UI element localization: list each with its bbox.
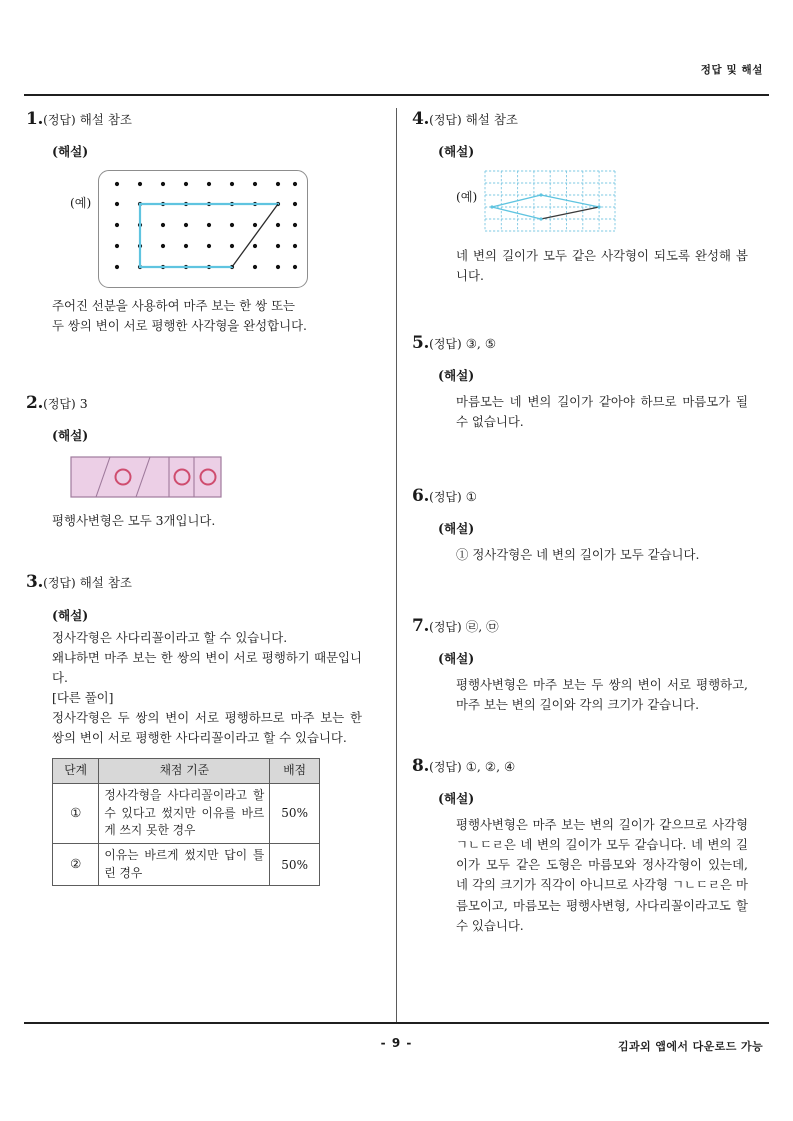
problem-2-heading — [26, 392, 378, 414]
scoring-table — [52, 758, 320, 886]
scoring-table-head — [53, 759, 320, 784]
scoring-row-1-criteria-text: 정사각형을 사다리꼴이라고 할 수 있다고 썼지만 이유를 바르게 쓰지 못한 경우 — [104, 787, 265, 838]
problem-4 — [412, 108, 764, 286]
problem-4-line-1: 네 변의 길이가 모두 같은 사각형이 되도록 완성해 봅니다. — [456, 248, 748, 284]
scoring-table-header-row — [53, 759, 320, 784]
problem-3-line-4: 정사각형은 두 쌍의 변이 서로 평행하므로 마주 보는 한 쌍의 변이 서로 평행한 사다리꼴이라고 할 수 있습니다. — [52, 709, 362, 746]
problem-4-solution-label: (해설) — [438, 144, 475, 160]
header-rule — [24, 94, 769, 96]
footer-rule — [24, 1022, 769, 1024]
problem-3-explanation — [52, 628, 362, 749]
problem-2-answer-label: (정답) — [43, 397, 76, 412]
scoring-row-1-score: 50% — [270, 783, 320, 843]
problem-6-explanation — [456, 545, 748, 565]
problem-3-line-2: 왜냐하면 마주 보는 한 쌍의 변이 서로 평행하기 때문입니다. — [52, 649, 362, 685]
spacer-6-7 — [412, 565, 764, 615]
table-row — [53, 783, 320, 843]
problem-4-heading — [412, 108, 764, 130]
problem-5-number: 5. — [412, 333, 430, 354]
problem-7-explanation — [456, 675, 748, 715]
scoring-row-1-step: ① — [53, 783, 99, 843]
problem-3-alt-label: [다른 풀이] — [52, 689, 114, 705]
geoboard-figure — [98, 170, 308, 288]
problem-1-example-label: (예) — [70, 196, 92, 211]
problem-2-explanation — [52, 511, 362, 531]
scoring-header-score: 배점 — [270, 759, 320, 784]
problem-1 — [26, 108, 378, 336]
problem-5-answer-label: (정답) — [429, 337, 462, 352]
problem-3-number: 3. — [26, 572, 44, 593]
problem-2 — [26, 392, 378, 531]
problem-6-line-1: ① 정사각형은 네 변의 길이가 모두 같습니다. — [456, 546, 700, 562]
scoring-row-1-criteria — [99, 783, 270, 843]
spacer-1-2 — [26, 336, 378, 392]
geoboard-drawn-segment — [232, 204, 278, 267]
scoring-header-step: 단계 — [53, 759, 99, 784]
problem-4-number: 4. — [412, 109, 430, 129]
problem-2-number: 2. — [26, 393, 44, 414]
table-row — [53, 843, 320, 885]
problem-5-line-1: 마름모는 네 변의 길이가 같아야 하므로 마름모가 될 수 없습니다. — [456, 394, 748, 430]
scoring-row-2-score: 50% — [270, 843, 320, 885]
left-column — [26, 108, 378, 886]
problem-8-heading — [412, 755, 764, 777]
column-divider — [396, 108, 397, 1023]
problem-4-answer-value: 해설 참조 — [465, 112, 518, 127]
problem-3-answer-label: (정답) — [43, 576, 76, 591]
problem-6-answer-label: (정답) — [429, 489, 462, 504]
problem-3-heading — [26, 571, 378, 593]
rhombus-drawn-side — [541, 207, 599, 219]
problem-7-solution-label: (해설) — [438, 650, 475, 666]
problem-2-answer-value: 3 — [79, 396, 88, 412]
problem-1-explanation — [52, 296, 362, 336]
problem-8-number: 8. — [412, 756, 430, 777]
problem-3-line-1: 정사각형은 사다리꼴이라고 할 수 있습니다. — [52, 629, 288, 645]
spacer-4-5 — [412, 286, 764, 332]
problem-5-answer-value: ③, ⑤ — [465, 336, 497, 352]
strip-body — [71, 457, 221, 497]
page-header-title: 정답 및 해설 — [700, 64, 763, 76]
page-number: - 9 - — [380, 1036, 413, 1050]
problem-8-line-1: 평행사변형은 마주 보는 변의 길이가 같으므로 사각형 ㄱㄴㄷㄹ은 네 변의 길이가 모두 같습니다. 네 변의 길이가 모두 같은 도형은 마름모와 정사각형이 있는데, 네 각의 크기가 직각이 아니므로 사각형 ㄱㄴㄷㄹ은 마름모이고, 마름모는 평행사변형, 사다리꼴이라고도 할 수 있습니다. — [456, 817, 748, 933]
problem-4-explanation — [456, 246, 748, 286]
problem-3 — [26, 571, 378, 886]
problem-3-answer-value: 해설 참조 — [79, 575, 132, 591]
problem-2-solution-label: (해설) — [52, 428, 89, 444]
rhombus-grid-figure — [484, 170, 616, 236]
problem-6 — [412, 485, 764, 565]
problem-1-example-row — [70, 170, 378, 288]
problem-5-explanation — [456, 392, 748, 432]
problem-5 — [412, 332, 764, 432]
problem-7-answer-label: (정답) — [429, 619, 462, 634]
geoboard-dots — [115, 182, 297, 269]
problem-8-explanation — [456, 815, 748, 936]
problem-1-answer-label: (정답) — [43, 113, 76, 127]
problem-4-answer-label: (정답) — [429, 113, 462, 127]
problem-8-solution-label: (해설) — [438, 791, 475, 807]
problem-8-answer-label: (정답) — [429, 760, 462, 775]
problem-6-number: 6. — [412, 485, 430, 506]
problem-4-example-label: (예) — [456, 190, 478, 205]
problem-7-number: 7. — [412, 615, 430, 636]
problem-7 — [412, 615, 764, 715]
problem-4-example-row — [456, 170, 764, 236]
scoring-row-2-criteria — [99, 843, 270, 885]
problem-6-solution-label: (해설) — [438, 520, 475, 536]
problem-1-line-2: 두 쌍의 변이 서로 평행한 사각형을 완성합니다. — [52, 318, 307, 334]
rhombus-grid-svg — [484, 170, 616, 232]
problem-6-heading — [412, 485, 764, 507]
problem-1-solution-label: (해설) — [52, 144, 89, 160]
footer-note: 김과외 앱에서 다운로드 가능 — [618, 1040, 763, 1053]
scoring-table-body — [53, 783, 320, 885]
parallelogram-strip-svg — [70, 456, 222, 498]
problem-1-line-1: 주어진 선분을 사용하여 마주 보는 한 쌍 또는 — [52, 298, 296, 314]
problem-7-answer-value: ㉣, ㉤ — [465, 618, 499, 634]
geoboard-svg — [99, 171, 307, 287]
problem-2-line-1: 평행사변형은 모두 3개입니다. — [52, 513, 216, 529]
problem-5-heading — [412, 332, 764, 354]
spacer-7-8 — [412, 715, 764, 755]
problem-8 — [412, 755, 764, 936]
problem-6-answer-value: ① — [465, 488, 477, 504]
problem-1-heading — [26, 108, 378, 130]
scoring-row-2-criteria-text: 이유는 바르게 썼지만 답이 틀린 경우 — [104, 847, 265, 880]
spacer-5-6 — [412, 433, 764, 485]
parallelogram-strip-figure — [70, 456, 378, 502]
scoring-row-2-step: ② — [53, 843, 99, 885]
grid-lines — [485, 171, 615, 231]
right-column — [412, 108, 764, 936]
geoboard-given-segments — [140, 204, 278, 267]
problem-3-solution-label: (해설) — [52, 607, 89, 623]
spacer-2-3 — [26, 531, 378, 571]
problem-7-heading — [412, 615, 764, 637]
scoring-header-criteria: 채점 기준 — [99, 759, 270, 784]
problem-1-number: 1. — [26, 109, 44, 129]
problem-7-line-1: 평행사변형은 마주 보는 두 쌍의 변이 서로 평행하고, 마주 보는 변의 길이와 각의 크기가 같습니다. — [456, 676, 748, 712]
problem-8-answer-value: ①, ②, ④ — [465, 759, 516, 775]
problem-1-answer-value: 해설 참조 — [79, 112, 132, 127]
problem-5-solution-label: (해설) — [438, 368, 475, 384]
